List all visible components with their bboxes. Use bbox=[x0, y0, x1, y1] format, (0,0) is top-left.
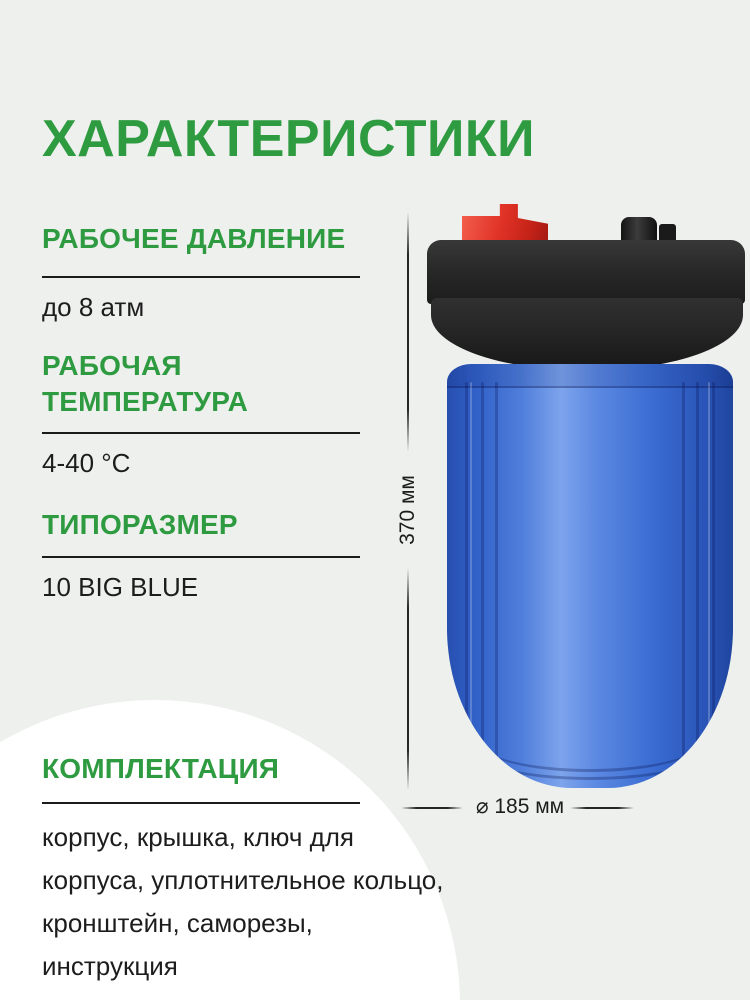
housing-rib bbox=[712, 382, 715, 762]
housing-neck bbox=[447, 364, 733, 388]
housing-rib bbox=[481, 382, 484, 762]
height-dimension-line bbox=[407, 568, 409, 790]
package-line: корпуса, уплотнительное кольцо, bbox=[42, 865, 444, 895]
spec-value-pressure: до 8 атм bbox=[42, 292, 145, 322]
spec-value-size: 10 BIG BLUE bbox=[42, 572, 199, 602]
spec-section-pressure bbox=[42, 222, 382, 324]
divider bbox=[42, 432, 360, 434]
package-line: инструкция bbox=[42, 951, 178, 981]
housing-rib bbox=[465, 382, 468, 762]
divider bbox=[42, 276, 360, 278]
housing-rib bbox=[682, 382, 685, 762]
spec-value-temperature: 4-40 °C bbox=[42, 448, 131, 478]
package-line: корпус, крышка, ключ для bbox=[42, 822, 355, 852]
spec-label-pressure: РАБОЧЕЕ ДАВЛЕНИЕ bbox=[42, 223, 346, 254]
housing-rib bbox=[696, 382, 699, 762]
filter-cap-dome bbox=[431, 298, 743, 370]
spec-section-size bbox=[42, 508, 382, 604]
spec-value-package bbox=[42, 816, 462, 988]
housing-rib bbox=[495, 382, 498, 762]
spec-label-temperature: РАБОЧАЯ ТЕМПЕРАТУРА bbox=[42, 350, 249, 417]
housing-rib bbox=[470, 382, 472, 762]
filter-cap-top bbox=[427, 240, 745, 304]
spec-label-size: ТИПОРАЗМЕР bbox=[42, 509, 238, 540]
height-dimension-text: 370 мм bbox=[396, 475, 419, 545]
diameter-dimension-line bbox=[401, 807, 463, 809]
diameter-dimension-line bbox=[570, 807, 634, 809]
page-title: ХАРАКТЕРИСТИКИ bbox=[42, 109, 535, 168]
package-line: кронштейн, саморезы, bbox=[42, 908, 313, 938]
housing-bottom-ring bbox=[481, 714, 699, 772]
divider bbox=[42, 802, 360, 804]
spec-label-package: КОМПЛЕКТАЦИЯ bbox=[42, 753, 280, 784]
spec-section-temperature bbox=[42, 348, 382, 480]
housing-rib bbox=[708, 382, 710, 762]
divider bbox=[42, 556, 360, 558]
spec-section-package bbox=[42, 752, 462, 988]
filter-housing-body bbox=[447, 364, 733, 788]
height-dimension-line bbox=[407, 212, 409, 452]
diameter-dimension-label: ⌀ 185 мм bbox=[475, 795, 565, 818]
